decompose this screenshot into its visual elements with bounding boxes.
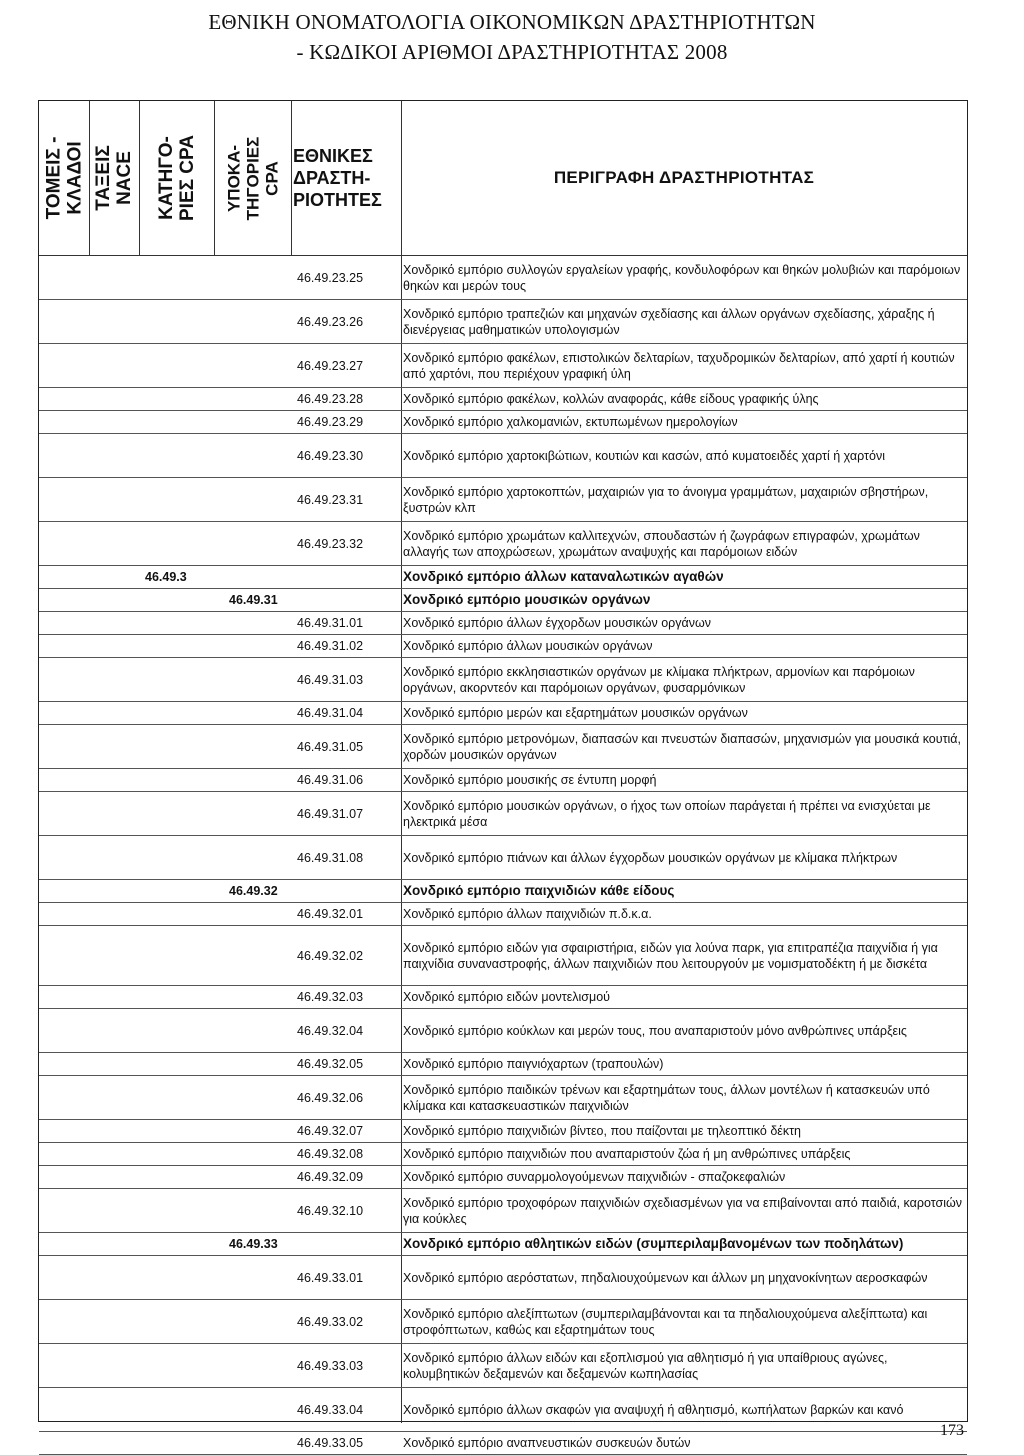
table-header: [39, 101, 967, 255]
page-number: 173: [940, 1422, 964, 1439]
row-code: 46.49.32.10: [297, 1203, 364, 1218]
row-code: 46.49.23.26: [297, 314, 364, 329]
row-description: Χονδρικό εμπόριο άλλων σκαφών για αναψυχή ή αθλητισμό, κωπήλατων βαρκών και κανό: [403, 1402, 904, 1417]
row-code: 46.49.32.08: [297, 1147, 364, 1161]
row-description: Χονδρικό εμπόριο μουσικών οργάνων: [403, 592, 651, 607]
row-code: 46.49.32.01: [297, 907, 364, 921]
row-description: Χονδρικό εμπόριο παιχνιδιών βίντεο, που παίζονται με τηλεοπτικό δέκτη: [403, 1124, 801, 1138]
table-row: [39, 836, 967, 880]
table-row: [39, 986, 967, 1009]
table-row: [39, 1120, 967, 1143]
row-description: Χονδρικό εμπόριο χαρτοκοπτών, μαχαιριών για το άνοιγμα γραμμάτων, μαχαιριών σβηστήρων, ξυστρών κλπ: [403, 484, 929, 515]
row-code: 46.49.31.05: [297, 739, 364, 754]
row-description: Χονδρικό εμπόριο συλλογών εργαλείων γραφής, κονδυλοφόρων και θηκών μολυβιών και παρόμοιων θηκών και μερών τους: [403, 262, 961, 293]
table-row: [39, 1076, 967, 1120]
header-classes: ΤΑΞΕΙΣ NACE: [93, 145, 135, 211]
row-code: 46.49.23.25: [297, 270, 364, 285]
row-description: Χονδρικό εμπόριο άλλων έγχορδων μουσικών οργάνων: [403, 616, 712, 630]
row-code: 46.49.32.05: [297, 1057, 364, 1071]
table-row: [39, 880, 967, 903]
table-row: [39, 1189, 967, 1233]
header-categories: ΚΑΤΗΓΟ- ΡΙΕΣ CPA: [155, 134, 198, 222]
row-description: Χονδρικό εμπόριο ειδών για σφαιριστήρια, ειδών για λούνα παρκ, για επιτραπέζια παιχνίδια ή για παιχνίδια συναναστροφής, άλλων παιχνιδιών που λειτουργούν με νομισματοδέκτη ή με δισκέτα: [403, 940, 938, 971]
table-row: [39, 1009, 967, 1053]
row-code: 46.49.33.01: [297, 1270, 364, 1285]
row-description: Χονδρικό εμπόριο χαρτοκιβώτιων, κουτιών και κασών, από κυματοειδές χαρτί ή χαρτόνι: [403, 448, 885, 463]
header-national-activities: ΕΘΝΙΚΕΣ ΔΡΑΣΤΗ- ΡΙΟΤΗΤΕΣ: [293, 146, 382, 210]
row-code: 46.49.32: [229, 884, 278, 898]
row-description: Χονδρικό εμπόριο συναρμολογούμενων παιχνιδιών - σπαζοκεφαλιών: [403, 1170, 786, 1184]
row-code: 46.49.31.07: [297, 806, 364, 821]
row-code: 46.49.32.04: [297, 1023, 364, 1038]
header-subcategories: ΥΠΟΚΑ- ΤΗΓΟΡΙΕΣ CPA: [224, 136, 281, 220]
table-row: [39, 1166, 967, 1189]
row-code: 46.49.31.04: [297, 706, 364, 720]
table-row: [39, 1256, 967, 1300]
row-code: 46.49.23.32: [297, 536, 364, 551]
table-row: [39, 635, 967, 658]
row-description: Χονδρικό εμπόριο χαλκομανιών, εκτυπωμένων ημερολογίων: [403, 415, 738, 429]
row-code: 46.49.32.03: [297, 990, 364, 1004]
row-code: 46.49.33.02: [297, 1314, 364, 1329]
row-code: 46.49.32.06: [297, 1090, 364, 1105]
table-row: [39, 566, 967, 589]
document-title-line-1: ΕΘΝΙΚΗ ΟΝΟΜΑΤΟΛΟΓΙΑ ΟΙΚΟΝΟΜΙΚΩΝ ΔΡΑΣΤΗΡΙΟΤΗΤΩΝ: [208, 10, 816, 34]
row-description: Χονδρικό εμπόριο μουσικών οργάνων, ο ήχος των οποίων παράγεται ή πρέπει να ενισχύεται με ηλεκτρικά μέσα: [403, 798, 931, 829]
divider-col-4: [291, 101, 292, 255]
table-row: [39, 1053, 967, 1076]
row-code: 46.49.32.09: [297, 1170, 364, 1184]
row-code: 46.49.23.31: [297, 492, 364, 507]
row-code: 46.49.32.02: [297, 948, 364, 963]
row-code: 46.49.31.06: [297, 773, 364, 787]
row-description: Χονδρικό εμπόριο άλλων καταναλωτικών αγαθών: [403, 569, 724, 584]
table-row: [39, 1233, 967, 1256]
row-code: 46.49.31.01: [297, 616, 364, 630]
row-description: Χονδρικό εμπόριο αναπνευστικών συσκευών δυτών: [403, 1436, 691, 1450]
header-description: ΠΕΡΙΓΡΑΦΗ ΔΡΑΣΤΗΡΙΟΤΗΤΑΣ: [553, 168, 815, 187]
row-description: Χονδρικό εμπόριο άλλων παιχνιδιών π.δ.κ.α.: [403, 907, 652, 921]
row-code: 46.49.31: [229, 593, 278, 607]
table-row: [39, 612, 967, 635]
divider-col-1: [89, 101, 90, 255]
row-description: Χονδρικό εμπόριο αλεξίπτωτων (συμπεριλαμβάνονται και τα πηδαλιουχούμενα αλεξίπτωτα) και στροφόπτωτων, καθώς και εξαρτημάτων τους: [403, 1306, 928, 1337]
table-row: [39, 903, 967, 926]
table-row: [39, 434, 967, 478]
row-description: Χονδρικό εμπόριο άλλων ειδών και εξοπλισμού για αθλητισμό ή για υπαίθριους αγώνες, κολυμβητικών δεξαμενών και δεξαμενών κωπηλασίας: [403, 1350, 888, 1381]
row-description: Χονδρικό εμπόριο κούκλων και μερών τους, που αναπαριστούν μόνο ανθρώπινες υπάρξεις: [403, 1023, 907, 1038]
table-row: [39, 702, 967, 725]
table-row: [39, 725, 967, 769]
table-row: [39, 478, 967, 522]
row-description: Χονδρικό εμπόριο παιδικών τρένων και εξαρτημάτων τους, άλλων μοντέλων ή κατασκευών υπό κλίμακα και κατασκευαστικών παιχνιδιών: [403, 1082, 930, 1113]
row-code: 46.49.33.03: [297, 1358, 364, 1373]
table-row: [39, 300, 967, 344]
row-description: Χονδρικό εμπόριο παιγνιόχαρτων (τραπουλών): [403, 1057, 664, 1071]
row-description: Χονδρικό εμπόριο πιάνων και άλλων έγχορδων μουσικών οργάνων με κλίμακα πλήκτρων: [403, 850, 898, 865]
row-description: Χονδρικό εμπόριο μερών και εξαρτημάτων μουσικών οργάνων: [403, 706, 748, 720]
table-row: [39, 388, 967, 411]
row-description: Χονδρικό εμπόριο άλλων μουσικών οργάνων: [403, 639, 653, 653]
table-row: [39, 658, 967, 702]
row-code: 46.49.31.08: [297, 850, 364, 865]
row-description: Χονδρικό εμπόριο φακέλων, κολλών αναφοράς, κάθε είδους γραφικής ύλης: [403, 392, 819, 406]
row-code: 46.49.23.28: [297, 392, 364, 406]
row-description: Χονδρικό εμπόριο αερόστατων, πηδαλιουχούμενων και άλλων μη μηχανοκίνητων αεροσκαφών: [403, 1270, 928, 1285]
row-description: Χονδρικό εμπόριο χρωμάτων καλλιτεχνών, σπουδαστών ή ζωγράφων επιγραφών, χρωμάτων αλλαγής των αποχρώσεων, χρωμάτων αναψυχής και παρόμοιων ειδών: [403, 528, 920, 559]
row-code: 46.49.33.05: [297, 1436, 364, 1450]
row-code: 46.49.32.07: [297, 1124, 364, 1138]
table-row: [39, 792, 967, 836]
table-row: [39, 1432, 967, 1455]
row-description: Χονδρικό εμπόριο φακέλων, επιστολικών δελταρίων, ταχυδρομικών δελταρίων, από χαρτί ή κουτιών από χαρτόνι, που περιέχουν γραφική ύλη: [403, 350, 955, 381]
row-code: 46.49.23.30: [297, 448, 364, 463]
row-description: Χονδρικό εμπόριο ειδών μοντελισμού: [403, 990, 611, 1004]
table-row: [39, 769, 967, 792]
table-row: [39, 926, 967, 986]
table-row: [39, 1300, 967, 1344]
row-code: 46.49.23.29: [297, 415, 364, 429]
table-row: [39, 256, 967, 300]
document-title-line-2: - ΚΩΔΙΚΟΙ ΑΡΙΘΜΟΙ ΔΡΑΣΤΗΡΙΟΤΗΤΑΣ 2008: [296, 40, 728, 64]
table-row: [39, 522, 967, 566]
divider-col-2: [139, 101, 140, 255]
row-description: Χονδρικό εμπόριο τροχοφόρων παιχνιδιών σχεδιασμένων για να επιβαίνονται από παιδιά, καροτσιών για κούκλες: [403, 1195, 962, 1226]
row-description: Χονδρικό εμπόριο μετρονόμων, διαπασών και πνευστών διαπασών, μηχανισμών για μουσικά κουτιά, χορδών μουσικών οργάνων: [403, 731, 961, 762]
table-row: [39, 344, 967, 388]
table-row: [39, 411, 967, 434]
row-description: Χονδρικό εμπόριο τραπεζιών και μηχανών σχεδίασης και άλλων οργάνων σχεδίασης, χάραξης ή διενέργειας μαθηματικών υπολογισμών: [403, 306, 935, 337]
header-sectors: ΤΟΜΕΙΣ - ΚΛΑΔΟΙ: [43, 136, 86, 220]
row-description: Χονδρικό εμπόριο εκκλησιαστικών οργάνων με κλίμακα πλήκτρων, αρμονίων και παρόμοιων οργάνων, ακορντεόν και παρόμοιων οργάνων, φυσαρμόνικων: [403, 664, 915, 695]
divider-col-3: [214, 101, 215, 255]
table-row: [39, 1143, 967, 1166]
row-code: 46.49.33.04: [297, 1402, 364, 1417]
table-row: [39, 1388, 967, 1432]
row-code: 46.49.31.03: [297, 672, 364, 687]
row-code: 46.49.31.02: [297, 639, 364, 653]
table-row: [39, 589, 967, 612]
row-description: Χονδρικό εμπόριο παιχνιδιών κάθε είδους: [403, 883, 675, 898]
row-code: 46.49.3: [145, 570, 187, 584]
row-code: 46.49.33: [229, 1237, 278, 1251]
row-description: Χονδρικό εμπόριο μουσικής σε έντυπη μορφή: [403, 773, 657, 787]
row-code: 46.49.23.27: [297, 358, 364, 373]
row-description: Χονδρικό εμπόριο αθλητικών ειδών (συμπεριλαμβανομένων των ποδηλάτων): [403, 1236, 904, 1251]
table-row: [39, 1344, 967, 1388]
row-description: Χονδρικό εμπόριο παιχνιδιών που αναπαριστούν ζώα ή μη ανθρώπινες υπάρξεις: [403, 1147, 851, 1161]
